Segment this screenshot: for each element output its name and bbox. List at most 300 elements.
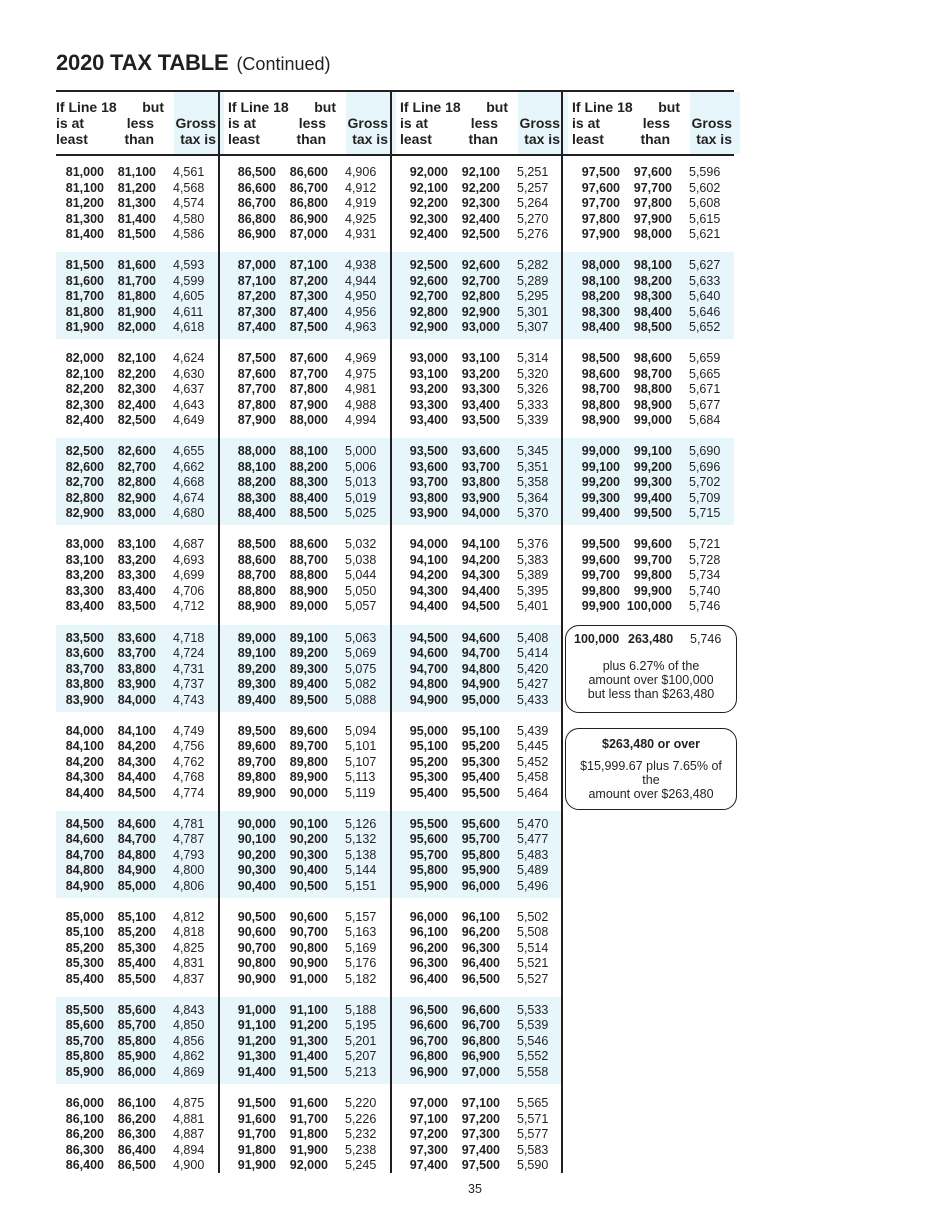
row-less-than: 94,100 — [461, 537, 500, 552]
row-less-than: 85,400 — [117, 956, 156, 971]
row-at-least: 93,200 — [409, 382, 448, 397]
row-at-least: 96,100 — [409, 925, 448, 940]
row-at-least: 98,400 — [581, 320, 620, 335]
row-at-least: 86,300 — [65, 1142, 104, 1157]
row-less-than: 85,700 — [117, 1018, 156, 1033]
row-less-than: 88,500 — [289, 506, 328, 521]
row-less-than: 98,000 — [633, 227, 672, 241]
row-at-least: 96,700 — [409, 1033, 448, 1048]
row-at-least: 94,900 — [409, 692, 448, 707]
row-at-least: 92,900 — [409, 320, 448, 335]
row-at-least: 85,800 — [65, 1049, 104, 1064]
row-gross-tax: 5,345 — [517, 444, 549, 459]
row-gross-tax: 5,602 — [689, 180, 721, 195]
row-less-than: 87,900 — [289, 397, 328, 412]
row-gross-tax: 4,706 — [173, 583, 205, 598]
row-at-least: 98,600 — [581, 366, 620, 381]
row-at-least: 92,300 — [409, 211, 448, 226]
row-at-least: 96,800 — [409, 1049, 448, 1064]
row-gross-tax: 5,489 — [517, 863, 549, 878]
row-gross-tax: 4,668 — [173, 475, 205, 490]
row-less-than: 86,300 — [117, 1127, 156, 1141]
row-gross-tax: 4,837 — [173, 971, 205, 986]
header-is-at: is at — [56, 115, 85, 131]
row-at-least: 95,000 — [409, 723, 448, 738]
row-at-least: 83,300 — [65, 583, 104, 598]
row-at-least: 87,200 — [237, 289, 276, 304]
row-at-least: 90,600 — [237, 925, 276, 940]
row-less-than: 95,300 — [461, 754, 500, 769]
row-gross-tax: 5,608 — [689, 196, 721, 210]
row-at-least: 91,200 — [237, 1033, 276, 1048]
row-less-than: 89,400 — [289, 677, 328, 691]
row-gross-tax: 4,881 — [173, 1111, 205, 1126]
row-at-least: 93,700 — [409, 475, 448, 490]
header-gross: Gross — [691, 115, 732, 131]
row-gross-tax: 5,389 — [517, 568, 549, 583]
row-gross-tax: 5,075 — [345, 661, 377, 676]
row-less-than: 84,400 — [117, 770, 156, 785]
row-less-than: 87,800 — [289, 382, 328, 397]
row-less-than: 90,200 — [289, 832, 328, 847]
row-gross-tax: 5,238 — [345, 1142, 377, 1157]
row-less-than: 94,200 — [461, 552, 500, 567]
row-at-least: 82,900 — [65, 506, 104, 521]
row-gross-tax: 5,395 — [517, 583, 549, 598]
row-gross-tax: 5,633 — [689, 273, 721, 288]
header-but: but — [658, 99, 680, 115]
row-gross-tax: 4,931 — [345, 227, 377, 241]
row-less-than: 91,300 — [289, 1033, 328, 1048]
column-group-header — [56, 92, 226, 154]
row-at-least: 96,000 — [409, 909, 448, 924]
row-gross-tax: 4,568 — [173, 180, 205, 195]
row-gross-tax: 4,574 — [173, 196, 205, 210]
row-at-least: 86,200 — [65, 1127, 104, 1141]
row-less-than: 87,700 — [289, 366, 328, 381]
row-gross-tax: 4,731 — [173, 661, 205, 676]
row-gross-tax: 5,069 — [345, 646, 377, 660]
row-less-than: 92,800 — [461, 289, 500, 304]
row-less-than: 89,700 — [289, 739, 328, 754]
row-gross-tax: 5,558 — [517, 1064, 549, 1079]
row-less-than: 99,000 — [633, 413, 672, 428]
row-gross-tax: 5,728 — [689, 552, 721, 567]
row-gross-tax: 5,295 — [517, 289, 549, 304]
row-at-least: 82,200 — [65, 382, 104, 397]
row-gross-tax: 5,044 — [345, 568, 377, 583]
row-at-least: 93,600 — [409, 459, 448, 474]
row-less-than: 93,600 — [461, 444, 500, 459]
header-least: least — [400, 131, 432, 147]
row-less-than: 87,600 — [289, 351, 328, 366]
row-less-than: 88,000 — [289, 413, 328, 428]
row-less-than: 94,700 — [461, 646, 500, 660]
row-at-least: 85,500 — [65, 1002, 104, 1017]
row-at-least: 83,100 — [65, 552, 104, 567]
row-at-least: 81,600 — [65, 273, 104, 288]
row-at-least: 81,100 — [65, 180, 104, 195]
row-gross-tax: 4,637 — [173, 382, 205, 397]
row-gross-tax: 5,665 — [689, 366, 721, 381]
row-less-than: 89,900 — [289, 770, 328, 785]
row-gross-tax: 4,894 — [173, 1142, 205, 1157]
row-at-least: 85,300 — [65, 956, 104, 971]
row-less-than: 99,500 — [633, 506, 672, 521]
row-at-least: 96,600 — [409, 1018, 448, 1033]
header-least: least — [56, 131, 88, 147]
row-gross-tax: 4,787 — [173, 832, 205, 847]
row-at-least: 93,100 — [409, 366, 448, 381]
header-gross: Gross — [519, 115, 560, 131]
row-less-than: 99,400 — [633, 490, 672, 505]
row-gross-tax: 5,627 — [689, 258, 721, 273]
row-at-least: 83,600 — [65, 646, 104, 660]
row-at-least: 95,900 — [409, 878, 448, 893]
row-at-least: 99,300 — [581, 490, 620, 505]
row-less-than: 88,100 — [289, 444, 328, 459]
row-gross-tax: 5,138 — [345, 847, 377, 862]
row-less-than: 83,100 — [117, 537, 156, 552]
row-at-least: 98,300 — [581, 304, 620, 319]
row-less-than: 95,100 — [461, 723, 500, 738]
row-gross-tax: 4,938 — [345, 258, 377, 273]
row-at-least: 88,900 — [237, 599, 276, 614]
row-at-least: 91,800 — [237, 1142, 276, 1157]
row-less-than: 82,500 — [117, 413, 156, 428]
row-less-than: 97,700 — [633, 180, 672, 195]
row-less-than: 92,700 — [461, 273, 500, 288]
row-less-than: 90,600 — [289, 909, 328, 924]
row-gross-tax: 5,207 — [345, 1049, 377, 1064]
row-less-than: 89,300 — [289, 661, 328, 676]
row-less-than: 96,000 — [461, 878, 500, 893]
row-less-than: 93,900 — [461, 490, 500, 505]
row-at-least: 97,000 — [409, 1096, 448, 1110]
row-gross-tax: 5,163 — [345, 925, 377, 940]
row-gross-tax: 5,063 — [345, 630, 377, 645]
row-at-least: 89,800 — [237, 770, 276, 785]
row-gross-tax: 5,082 — [345, 677, 377, 691]
row-at-least: 88,700 — [237, 568, 276, 583]
row-gross-tax: 5,226 — [345, 1111, 377, 1126]
column-group-header — [572, 92, 742, 154]
row-gross-tax: 4,586 — [173, 227, 205, 241]
header-if-line18: If Line 18 — [56, 99, 117, 115]
row-gross-tax: 4,699 — [173, 568, 205, 583]
row-less-than: 85,200 — [117, 925, 156, 940]
row-at-least: 93,000 — [409, 351, 448, 366]
row-at-least: 98,200 — [581, 289, 620, 304]
row-less-than: 91,700 — [289, 1111, 328, 1126]
row-gross-tax: 5,326 — [517, 382, 549, 397]
row-at-least: 97,900 — [581, 227, 620, 241]
row-at-least: 87,000 — [237, 258, 276, 273]
header-less: less — [470, 115, 498, 131]
row-gross-tax: 4,906 — [345, 165, 377, 179]
row-less-than: 93,000 — [461, 320, 500, 335]
row-gross-tax: 4,950 — [345, 289, 377, 304]
row-gross-tax: 5,376 — [517, 537, 549, 552]
row-gross-tax: 5,590 — [517, 1158, 549, 1172]
bracket-box-100000 — [565, 625, 737, 713]
row-gross-tax: 5,088 — [345, 692, 377, 707]
row-at-least: 98,500 — [581, 351, 620, 366]
row-less-than: 82,800 — [117, 475, 156, 490]
row-less-than: 83,800 — [117, 661, 156, 676]
row-at-least: 97,700 — [581, 196, 620, 210]
row-at-least: 86,100 — [65, 1111, 104, 1126]
row-at-least: 87,500 — [237, 351, 276, 366]
row-gross-tax: 5,470 — [517, 816, 549, 831]
row-gross-tax: 5,144 — [345, 863, 377, 878]
row-gross-tax: 4,969 — [345, 351, 377, 366]
row-less-than: 81,600 — [117, 258, 156, 273]
row-gross-tax: 4,662 — [173, 459, 205, 474]
row-gross-tax: 5,539 — [517, 1018, 549, 1033]
row-less-than: 96,100 — [461, 909, 500, 924]
row-gross-tax: 5,533 — [517, 1002, 549, 1017]
row-less-than: 96,700 — [461, 1018, 500, 1033]
row-less-than: 84,000 — [117, 692, 156, 707]
row-gross-tax: 5,270 — [517, 211, 549, 226]
row-less-than: 98,300 — [633, 289, 672, 304]
row-at-least: 85,900 — [65, 1064, 104, 1079]
row-at-least: 95,600 — [409, 832, 448, 847]
row-at-least: 86,600 — [237, 180, 276, 195]
row-at-least: 88,600 — [237, 552, 276, 567]
row-at-least: 88,800 — [237, 583, 276, 598]
row-gross-tax: 5,477 — [517, 832, 549, 847]
row-at-least: 91,100 — [237, 1018, 276, 1033]
column-group-header — [228, 92, 398, 154]
row-at-least: 81,500 — [65, 258, 104, 273]
row-at-least: 97,100 — [409, 1111, 448, 1126]
row-at-least: 94,500 — [409, 630, 448, 645]
row-gross-tax: 4,718 — [173, 630, 205, 645]
row-gross-tax: 4,712 — [173, 599, 205, 614]
row-at-least: 86,400 — [65, 1158, 104, 1172]
row-less-than: 88,400 — [289, 490, 328, 505]
row-at-least: 94,700 — [409, 661, 448, 676]
row-gross-tax: 5,050 — [345, 583, 377, 598]
row-gross-tax: 5,032 — [345, 537, 377, 552]
box2-line2: the — [642, 773, 660, 787]
row-less-than: 90,800 — [289, 940, 328, 955]
row-at-least: 81,400 — [65, 227, 104, 241]
page-title — [56, 50, 331, 76]
row-at-least: 82,300 — [65, 397, 104, 412]
row-at-least: 85,400 — [65, 971, 104, 986]
row-less-than: 96,400 — [461, 956, 500, 971]
row-at-least: 99,500 — [581, 537, 620, 552]
row-gross-tax: 5,464 — [517, 785, 549, 800]
row-less-than: 88,600 — [289, 537, 328, 552]
row-gross-tax: 5,709 — [689, 490, 721, 505]
row-less-than: 93,200 — [461, 366, 500, 381]
row-at-least: 84,800 — [65, 863, 104, 878]
row-less-than: 92,400 — [461, 211, 500, 226]
row-less-than: 83,300 — [117, 568, 156, 583]
row-less-than: 81,900 — [117, 304, 156, 319]
row-gross-tax: 5,615 — [689, 211, 721, 226]
row-at-least: 92,600 — [409, 273, 448, 288]
row-at-least: 89,300 — [237, 677, 276, 691]
row-less-than: 81,300 — [117, 196, 156, 210]
row-at-least: 87,700 — [237, 382, 276, 397]
row-at-least: 85,000 — [65, 909, 104, 924]
header-tax-is: tax is — [180, 131, 216, 147]
row-less-than: 99,600 — [633, 537, 672, 552]
row-gross-tax: 5,621 — [689, 227, 721, 241]
row-less-than: 95,600 — [461, 816, 500, 831]
row-less-than: 92,300 — [461, 196, 500, 210]
row-less-than: 91,800 — [289, 1127, 328, 1141]
row-less-than: 82,400 — [117, 397, 156, 412]
row-less-than: 94,600 — [461, 630, 500, 645]
row-less-than: 81,100 — [117, 165, 156, 179]
row-gross-tax: 5,671 — [689, 382, 721, 397]
row-at-least: 96,400 — [409, 971, 448, 986]
box1-line2: amount over $100,000 — [588, 673, 714, 687]
row-at-least: 91,500 — [237, 1096, 276, 1110]
row-gross-tax: 5,521 — [517, 956, 549, 971]
row-at-least: 92,100 — [409, 180, 448, 195]
row-gross-tax: 4,806 — [173, 878, 205, 893]
row-at-least: 82,500 — [65, 444, 104, 459]
row-less-than: 88,900 — [289, 583, 328, 598]
row-less-than: 86,500 — [117, 1158, 156, 1172]
row-at-least: 92,800 — [409, 304, 448, 319]
row-at-least: 98,700 — [581, 382, 620, 397]
row-at-least: 94,100 — [409, 552, 448, 567]
row-at-least: 99,900 — [581, 599, 620, 614]
row-at-least: 89,400 — [237, 692, 276, 707]
row-at-least: 90,900 — [237, 971, 276, 986]
row-less-than: 86,800 — [289, 196, 328, 210]
row-less-than: 82,900 — [117, 490, 156, 505]
header-least: least — [572, 131, 604, 147]
header-is-at: is at — [228, 115, 257, 131]
row-at-least: 89,100 — [237, 646, 276, 660]
row-at-least: 87,100 — [237, 273, 276, 288]
row-less-than: 93,800 — [461, 475, 500, 490]
row-at-least: 92,500 — [409, 258, 448, 273]
row-gross-tax: 4,580 — [173, 211, 205, 226]
row-less-than: 83,600 — [117, 630, 156, 645]
row-less-than: 85,800 — [117, 1033, 156, 1048]
row-at-least: 94,400 — [409, 599, 448, 614]
row-less-than: 85,000 — [117, 878, 156, 893]
row-less-than: 87,400 — [289, 304, 328, 319]
row-gross-tax: 5,433 — [517, 692, 549, 707]
header-tax-is: tax is — [524, 131, 560, 147]
row-less-than: 86,400 — [117, 1142, 156, 1157]
row-less-than: 92,500 — [461, 227, 500, 241]
row-less-than: 91,000 — [289, 971, 328, 986]
row-gross-tax: 5,659 — [689, 351, 721, 366]
row-at-least: 89,000 — [237, 630, 276, 645]
row-at-least: 84,900 — [65, 878, 104, 893]
box1-hi: 263,480 — [628, 632, 674, 646]
row-less-than: 86,900 — [289, 211, 328, 226]
row-at-least: 99,700 — [581, 568, 620, 583]
row-at-least: 91,700 — [237, 1127, 276, 1141]
header-less: less — [298, 115, 326, 131]
row-at-least: 84,600 — [65, 832, 104, 847]
row-gross-tax: 4,630 — [173, 366, 205, 381]
row-less-than: 91,400 — [289, 1049, 328, 1064]
row-less-than: 84,100 — [117, 723, 156, 738]
header-if-line18: If Line 18 — [400, 99, 461, 115]
row-less-than: 83,500 — [117, 599, 156, 614]
row-at-least: 89,600 — [237, 739, 276, 754]
row-gross-tax: 5,640 — [689, 289, 721, 304]
row-less-than: 88,200 — [289, 459, 328, 474]
row-less-than: 100,000 — [626, 599, 672, 614]
row-gross-tax: 5,496 — [517, 878, 549, 893]
row-at-least: 95,300 — [409, 770, 448, 785]
row-gross-tax: 4,749 — [173, 723, 205, 738]
row-at-least: 94,200 — [409, 568, 448, 583]
row-gross-tax: 5,025 — [345, 506, 377, 521]
row-gross-tax: 5,201 — [345, 1033, 377, 1048]
row-gross-tax: 4,900 — [173, 1158, 205, 1172]
row-less-than: 84,500 — [117, 785, 156, 800]
row-at-least: 91,900 — [237, 1158, 276, 1172]
row-less-than: 93,700 — [461, 459, 500, 474]
row-at-least: 90,000 — [237, 816, 276, 831]
row-at-least: 93,500 — [409, 444, 448, 459]
row-less-than: 81,200 — [117, 180, 156, 195]
row-at-least: 83,500 — [65, 630, 104, 645]
row-gross-tax: 4,912 — [345, 180, 377, 195]
row-gross-tax: 5,351 — [517, 459, 549, 474]
row-less-than: 97,100 — [461, 1096, 500, 1110]
row-at-least: 90,700 — [237, 940, 276, 955]
row-less-than: 82,100 — [117, 351, 156, 366]
header-than: than — [124, 131, 154, 147]
row-at-least: 93,400 — [409, 413, 448, 428]
row-gross-tax: 5,414 — [517, 646, 549, 660]
row-gross-tax: 5,427 — [517, 677, 549, 691]
row-at-least: 95,400 — [409, 785, 448, 800]
row-less-than: 93,400 — [461, 397, 500, 412]
box2-heading: $263,480 or over — [602, 737, 700, 751]
row-at-least: 81,200 — [65, 196, 104, 210]
row-gross-tax: 4,925 — [345, 211, 377, 226]
row-at-least: 96,200 — [409, 940, 448, 955]
row-at-least: 87,300 — [237, 304, 276, 319]
row-at-least: 90,800 — [237, 956, 276, 971]
row-less-than: 99,800 — [633, 568, 672, 583]
row-at-least: 81,300 — [65, 211, 104, 226]
row-gross-tax: 5,527 — [517, 971, 549, 986]
row-less-than: 96,600 — [461, 1002, 500, 1017]
header-if-line18: If Line 18 — [572, 99, 633, 115]
row-gross-tax: 5,339 — [517, 413, 549, 428]
row-less-than: 96,800 — [461, 1033, 500, 1048]
row-at-least: 83,400 — [65, 599, 104, 614]
row-gross-tax: 4,561 — [173, 165, 205, 179]
row-less-than: 86,700 — [289, 180, 328, 195]
header-gross: Gross — [347, 115, 388, 131]
row-at-least: 84,500 — [65, 816, 104, 831]
row-gross-tax: 5,057 — [345, 599, 377, 614]
row-gross-tax: 5,439 — [517, 723, 549, 738]
row-at-least: 87,400 — [237, 320, 276, 335]
row-gross-tax: 4,887 — [173, 1127, 205, 1141]
